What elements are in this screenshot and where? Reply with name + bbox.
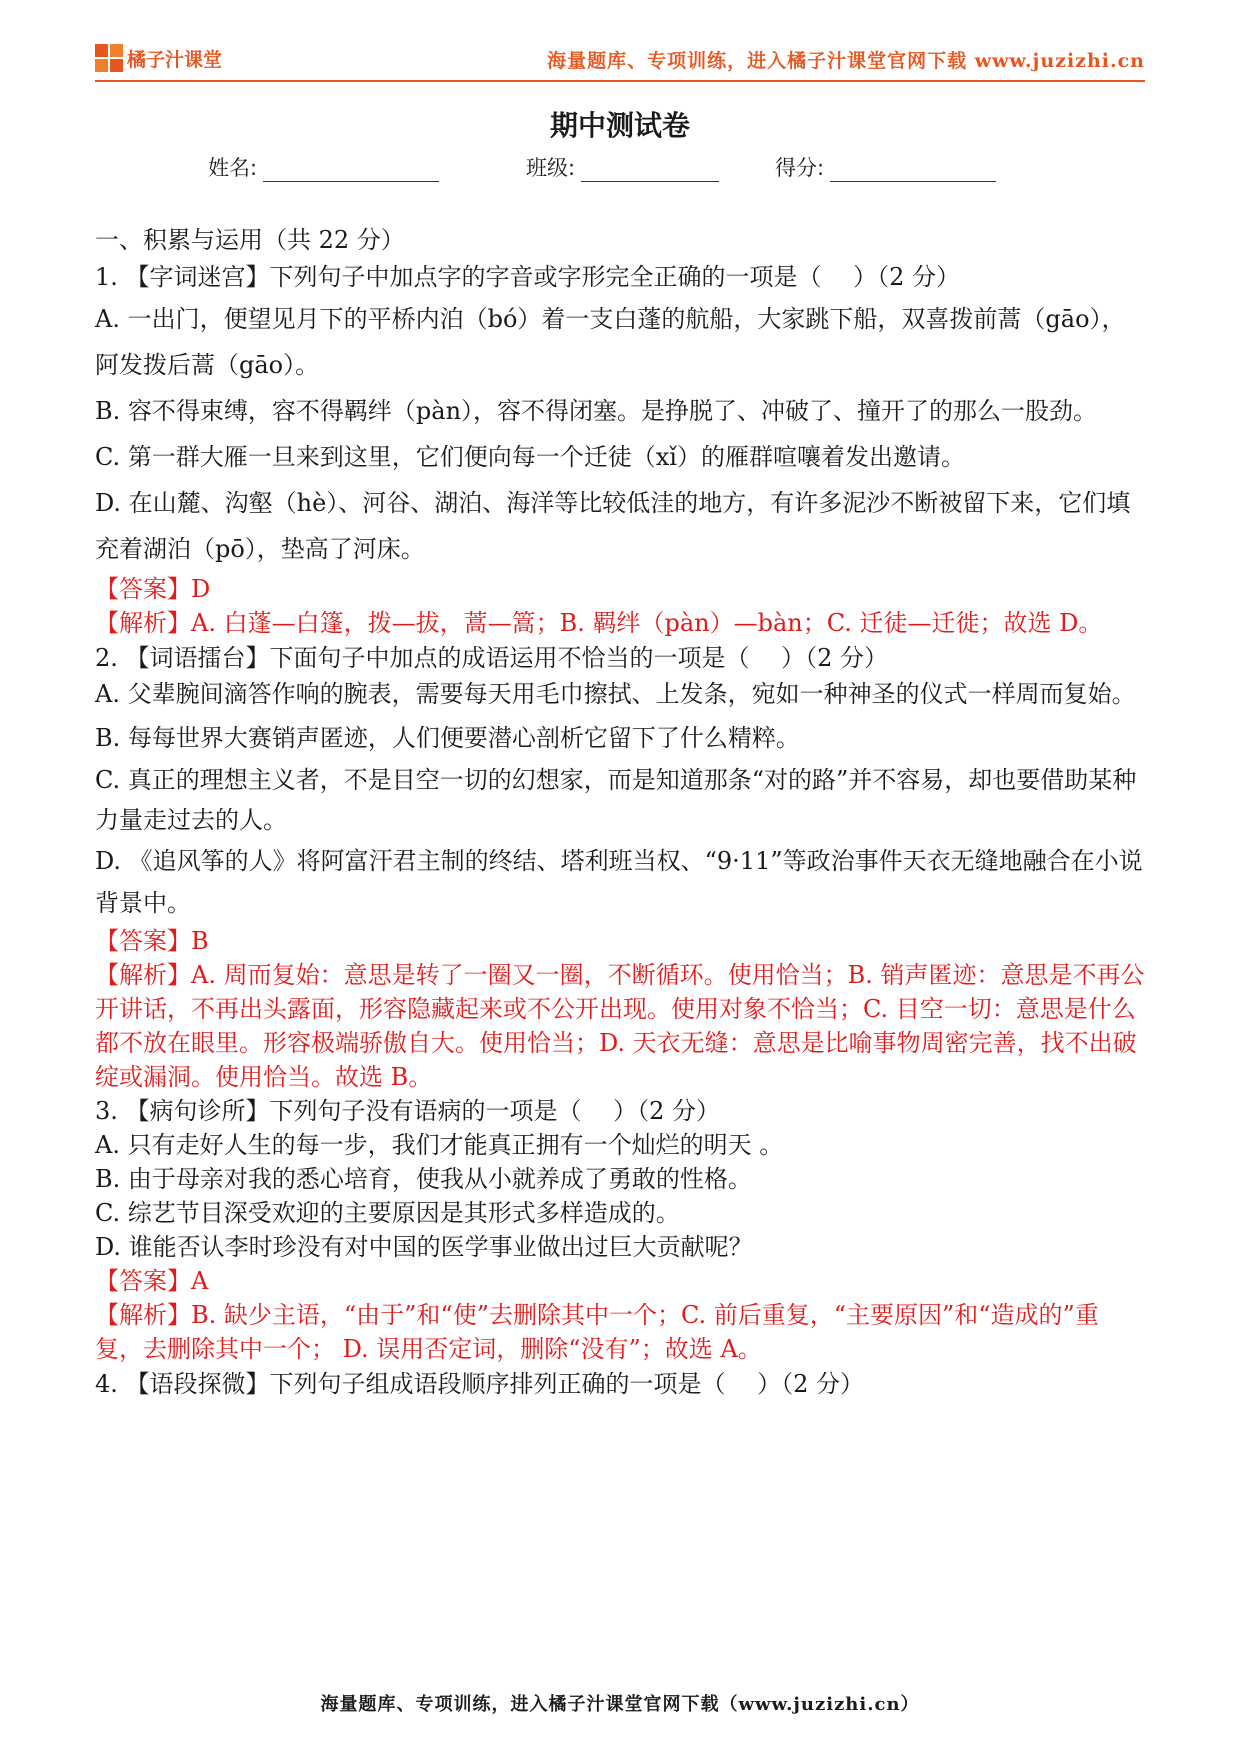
logo-text: 橘子汁课堂 xyxy=(127,48,223,71)
class-label: 班级: xyxy=(526,156,576,180)
page-footer: 海量题库、专项训练，进入橘子汁课堂官网下载（www.juzizhi.cn） xyxy=(320,1694,920,1715)
page-header xyxy=(95,40,1145,74)
section-heading: 一、积累与运用（共 22 分） xyxy=(95,226,405,254)
q2-option-d: D. 《追风筝的人》将阿富汗君主制的终结、塔利班当权、“9·11”等政治事件天衣无缝地融合在小说背景中。 xyxy=(95,847,1143,917)
score-field xyxy=(775,152,996,182)
q1-answer: 【答案】D xyxy=(95,575,211,603)
logo-icon xyxy=(95,44,123,72)
q1-stem: 1. 【字词迷宫】下列句子中加点字的字音或字形完全正确的一项是（ ）（2 分） xyxy=(95,263,961,291)
name-label: 姓名: xyxy=(208,156,258,180)
name-field xyxy=(208,152,439,182)
exam-content xyxy=(95,222,1145,1402)
name-blank xyxy=(263,161,439,182)
q2-answer: 【答案】B xyxy=(95,927,209,955)
class-field xyxy=(526,152,719,182)
page-title: 期中测试卷 xyxy=(549,109,690,142)
q1-option-b: B. 容不得束缚，容不得羁绊（pàn），容不得闭塞。是挣脱了、冲破了、撞开了的那么一股劲。 xyxy=(95,397,1098,425)
logo xyxy=(95,44,222,72)
q1-option-c: C. 第一群大雁一旦来到这里，它们便向每一个迁徒（xǐ）的雁群喧嚷着发出邀请。 xyxy=(95,443,965,471)
q3-stem: 3. 【病句诊所】下列句子没有语病的一项是（ ）（2 分） xyxy=(95,1097,721,1125)
q2-analysis: 【解析】A. 周而复始：意思是转了一圈又一圈，不断循环。使用恰当；B. 销声匿迹：意思是不再公开讲话，不再出头露面，形容隐藏起来或不公开出现。使用对象不恰当；C. 目空一切：意思是什么都不放在眼里。形容极端骄傲自大。使用恰当；D. 天衣无缝：意思是比喻事物周密完善，找不出破绽或漏洞。使用恰当。故选 B。 xyxy=(95,961,1145,1091)
q3-option-a: A. 只有走好人生的每一步，我们才能真正拥有一个灿烂的明天 。 xyxy=(95,1131,784,1159)
q3-option-d: D. 谁能否认李时珍没有对中国的医学事业做出过巨大贡献呢？ xyxy=(95,1233,753,1261)
header-divider xyxy=(95,80,1145,82)
q3-option-c: C. 综艺节目深受欢迎的主要原因是其形式多样造成的。 xyxy=(95,1199,680,1227)
q2-option-a: A. 父辈腕间滴答作响的腕表，需要每天用毛巾擦拭、上发条，宛如一种神圣的仪式一样周而复始。 xyxy=(95,680,1136,708)
q1-option-d: D. 在山麓、沟壑（hè）、河谷、湖泊、海洋等比较低洼的地方，有许多泥沙不断被留下来，它们填充着湖泊（pō），垫高了河床。 xyxy=(95,489,1131,563)
q1-analysis: 【解析】A. 白蓬—白篷，拨—拔，蒿—篙；B. 羁绊（pàn）—bàn；C. 迁徒—迁徙；故选 D。 xyxy=(95,609,1103,637)
header-slogan: 海量题库、专项训练，进入橘子汁课堂官网下载 www.juzizhi.cn xyxy=(547,50,1145,72)
q2-option-c: C. 真正的理想主义者，不是目空一切的幻想家，而是知道那条“对的路”并不容易，却也要借助某种力量走过去的人。 xyxy=(95,766,1137,834)
q2-option-b: B. 每每世界大赛销声匿迹，人们便要潜心剖析它留下了什么精粹。 xyxy=(95,724,800,752)
score-blank xyxy=(830,161,996,182)
q1-option-a: A. 一出门，便望见月下的平桥内泊（bó）着一支白蓬的航船，大家跳下船，双喜拨前蒿（gāo），阿发拨后蒿（gāo）。 xyxy=(95,305,1126,379)
q3-option-b: B. 由于母亲对我的悉心培育，使我从小就养成了勇敢的性格。 xyxy=(95,1165,752,1193)
score-label: 得分: xyxy=(775,156,825,180)
q2-stem: 2. 【词语擂台】下面句子中加点的成语运用不恰当的一项是（ ）（2 分） xyxy=(95,644,889,672)
q4-stem: 4. 【语段探微】下列句子组成语段顺序排列正确的一项是（ ）（2 分） xyxy=(95,1370,865,1398)
q3-answer: 【答案】A xyxy=(95,1267,209,1295)
class-blank xyxy=(581,161,719,182)
q3-analysis: 【解析】B. 缺少主语，“由于”和“使”去删除其中一个；C. 前后重复，“主要原因”和“造成的”重复，去删除其中一个； D. 误用否定词，删除“没有”；故选 A。 xyxy=(95,1301,1099,1363)
